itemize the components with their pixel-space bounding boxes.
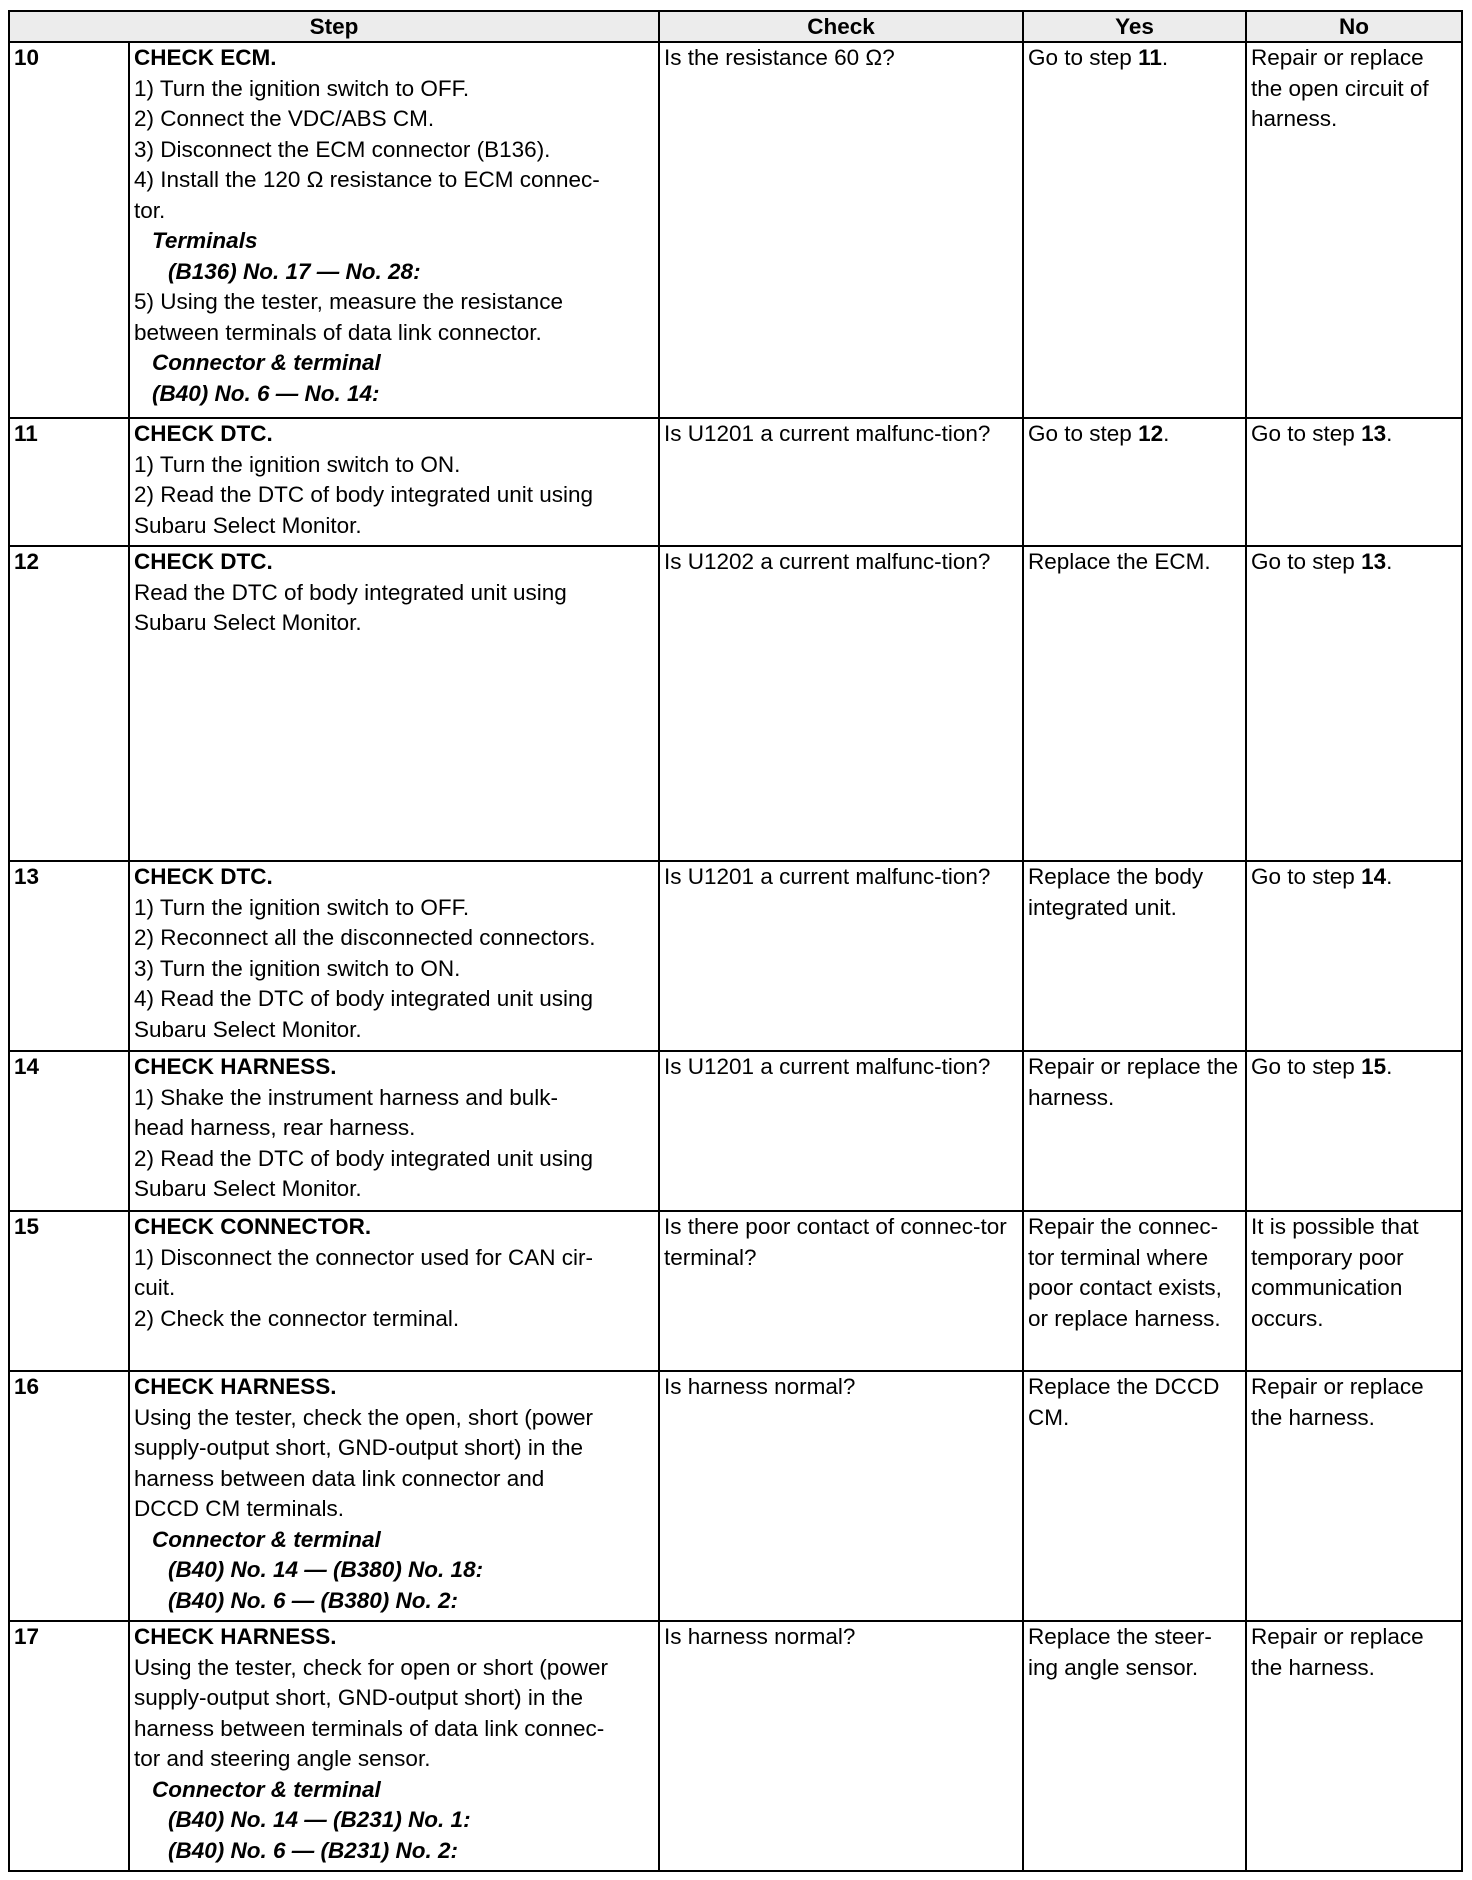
step-reference: 13	[1361, 549, 1387, 574]
step-title: CHECK DTC.	[134, 864, 273, 889]
step-title: CHECK DTC.	[134, 421, 273, 446]
step-instructions	[129, 42, 659, 418]
terminals-value: (B136) No. 17 — No. 28:	[168, 258, 421, 284]
step-line: 1) Turn the ignition switch to ON.	[134, 451, 461, 477]
yes-cell: Replace the body integrated unit.	[1023, 861, 1246, 1051]
step-line: head harness, rear harness.	[134, 1115, 416, 1140]
step-instructions	[129, 546, 659, 861]
step-line: tor.	[134, 197, 166, 223]
no-cell	[1246, 861, 1462, 1051]
no-text: Go to step	[1251, 421, 1362, 446]
step-line: between terminals of data link connector.	[134, 319, 542, 345]
table-row-step-10	[9, 42, 1462, 418]
table-row-step-15	[9, 1211, 1462, 1371]
header-yes: Yes	[1023, 11, 1246, 42]
step-line: tor and steering angle sensor.	[134, 1746, 431, 1771]
check-cell: Is U1201 a current malfunc-tion?	[659, 418, 1023, 546]
table-row-step-14	[9, 1051, 1462, 1211]
step-line: 1) Disconnect the connector used for CAN cir-	[134, 1244, 593, 1270]
step-reference: 12	[1138, 421, 1164, 446]
no-cell: Repair or replace the harness.	[1246, 1621, 1462, 1871]
no-cell: Repair or replace the open circuit of harness.	[1246, 42, 1462, 418]
connector-terminal-value: (B40) No. 14 — (B231) No. 1:	[168, 1807, 471, 1832]
yes-cell: Replace the DCCD CM.	[1023, 1371, 1246, 1621]
step-line: Read the DTC of body integrated unit using	[134, 579, 567, 605]
step-instructions	[129, 418, 659, 546]
step-line: Subaru Select Monitor.	[134, 512, 362, 538]
check-cell: Is U1202 a current malfunc-tion?	[659, 546, 1023, 861]
step-line: Using the tester, check for open or short (power	[134, 1654, 608, 1680]
yes-text: Go to step	[1028, 421, 1139, 446]
step-line: 4) Install the 120 Ω resistance to ECM connec-	[134, 167, 600, 192]
no-suffix: .	[1386, 421, 1393, 446]
connector-terminal-label: Connector & terminal	[152, 1776, 381, 1802]
step-line: 1) Turn the ignition switch to OFF.	[134, 894, 470, 920]
step-instructions	[129, 1621, 659, 1871]
step-line: supply-output short, GND-output short) in the	[134, 1435, 583, 1460]
connector-terminal-label: Connector & terminal	[152, 1526, 381, 1552]
step-line: harness between data link connector and	[134, 1465, 545, 1491]
step-line: 1) Turn the ignition switch to OFF.	[134, 75, 470, 101]
step-line: 2) Connect the VDC/ABS CM.	[134, 106, 435, 131]
step-title: CHECK HARNESS.	[134, 1624, 337, 1649]
no-text: Go to step	[1251, 864, 1362, 889]
table-header-row	[9, 11, 1462, 42]
connector-terminal-value: (B40) No. 6 — No. 14:	[152, 380, 380, 406]
step-line: 2) Reconnect all the disconnected connectors.	[134, 925, 596, 950]
connector-terminal-label: Connector & terminal	[152, 350, 381, 375]
step-line: 5) Using the tester, measure the resistance	[134, 289, 563, 314]
check-cell: Is harness normal?	[659, 1371, 1023, 1621]
step-number: 10	[9, 42, 129, 418]
step-number: 14	[9, 1051, 129, 1211]
no-text: Go to step	[1251, 1054, 1362, 1079]
check-cell: Is there poor contact of connec-tor terminal?	[659, 1211, 1023, 1371]
terminals-label: Terminals	[152, 228, 258, 253]
step-instructions	[129, 861, 659, 1051]
step-line: 3) Turn the ignition switch to ON.	[134, 955, 461, 981]
header-check: Check	[659, 11, 1023, 42]
step-reference: 11	[1138, 45, 1162, 70]
no-cell	[1246, 418, 1462, 546]
step-line: 2) Check the connector terminal.	[134, 1305, 460, 1331]
yes-suffix: .	[1161, 45, 1169, 70]
check-cell: Is the resistance 60 Ω?	[659, 42, 1023, 418]
step-title: CHECK ECM.	[134, 45, 277, 70]
step-number: 11	[9, 418, 129, 546]
yes-cell: Replace the ECM.	[1023, 546, 1246, 861]
step-line: 4) Read the DTC of body integrated unit using	[134, 986, 594, 1011]
step-number: 16	[9, 1371, 129, 1621]
no-cell: Repair or replace the harness.	[1246, 1371, 1462, 1621]
table-row-step-16	[9, 1371, 1462, 1621]
step-number: 12	[9, 546, 129, 861]
step-instructions	[129, 1211, 659, 1371]
step-line: Subaru Select Monitor.	[134, 1176, 362, 1201]
step-title: CHECK CONNECTOR.	[134, 1214, 372, 1239]
no-suffix: .	[1386, 549, 1393, 574]
no-text: Go to step	[1251, 549, 1362, 574]
yes-text: Go to step	[1028, 45, 1139, 70]
step-line: DCCD CM terminals.	[134, 1496, 345, 1521]
step-reference: 15	[1361, 1054, 1387, 1079]
step-line: 3) Disconnect the ECM connector (B136).	[134, 136, 551, 162]
step-reference: 14	[1361, 864, 1387, 889]
no-cell: It is possible that temporary poor communication occurs.	[1246, 1211, 1462, 1371]
step-line: supply-output short, GND-output short) in the	[134, 1685, 583, 1710]
step-line: 1) Shake the instrument harness and bulk-	[134, 1084, 558, 1110]
step-line: harness between terminals of data link connec-	[134, 1715, 605, 1741]
step-title: CHECK DTC.	[134, 549, 273, 574]
no-cell	[1246, 1051, 1462, 1211]
yes-cell	[1023, 42, 1246, 418]
step-line: Using the tester, check the open, short (power	[134, 1404, 593, 1430]
header-no: No	[1246, 11, 1462, 42]
connector-terminal-value: (B40) No. 6 — (B380) No. 2:	[168, 1587, 459, 1613]
step-number: 17	[9, 1621, 129, 1871]
check-cell: Is U1201 a current malfunc-tion?	[659, 861, 1023, 1051]
diagnostic-procedure-sheet	[8, 10, 1461, 1872]
step-title: CHECK HARNESS.	[134, 1054, 337, 1079]
step-instructions	[129, 1371, 659, 1621]
step-line: 2) Read the DTC of body integrated unit using	[134, 1145, 594, 1171]
yes-cell	[1023, 418, 1246, 546]
step-number: 13	[9, 861, 129, 1051]
step-line: Subaru Select Monitor.	[134, 1016, 362, 1042]
diagnostic-table	[8, 10, 1463, 1872]
yes-cell: Repair the connec-tor terminal where poor contact exists, or replace harness.	[1023, 1211, 1246, 1371]
check-cell: Is harness normal?	[659, 1621, 1023, 1871]
table-row-step-11	[9, 418, 1462, 546]
step-reference: 13	[1361, 421, 1387, 446]
table-row-step-12	[9, 546, 1462, 861]
yes-cell: Replace the steer-ing angle sensor.	[1023, 1621, 1246, 1871]
step-title: CHECK HARNESS.	[134, 1374, 337, 1399]
connector-terminal-value: (B40) No. 6 — (B231) No. 2:	[168, 1837, 459, 1863]
header-step: Step	[9, 11, 659, 42]
no-suffix: .	[1386, 864, 1393, 889]
step-line: cuit.	[134, 1275, 176, 1300]
step-line: 2) Read the DTC of body integrated unit using	[134, 482, 594, 507]
step-line: Subaru Select Monitor.	[134, 610, 362, 635]
yes-suffix: .	[1163, 421, 1170, 446]
yes-cell: Repair or replace the harness.	[1023, 1051, 1246, 1211]
no-cell	[1246, 546, 1462, 861]
connector-terminal-value: (B40) No. 14 — (B380) No. 18:	[168, 1557, 484, 1582]
step-number: 15	[9, 1211, 129, 1371]
no-suffix: .	[1386, 1054, 1393, 1079]
step-instructions	[129, 1051, 659, 1211]
table-row-step-17	[9, 1621, 1462, 1871]
table-row-step-13	[9, 861, 1462, 1051]
check-cell: Is U1201 a current malfunc-tion?	[659, 1051, 1023, 1211]
